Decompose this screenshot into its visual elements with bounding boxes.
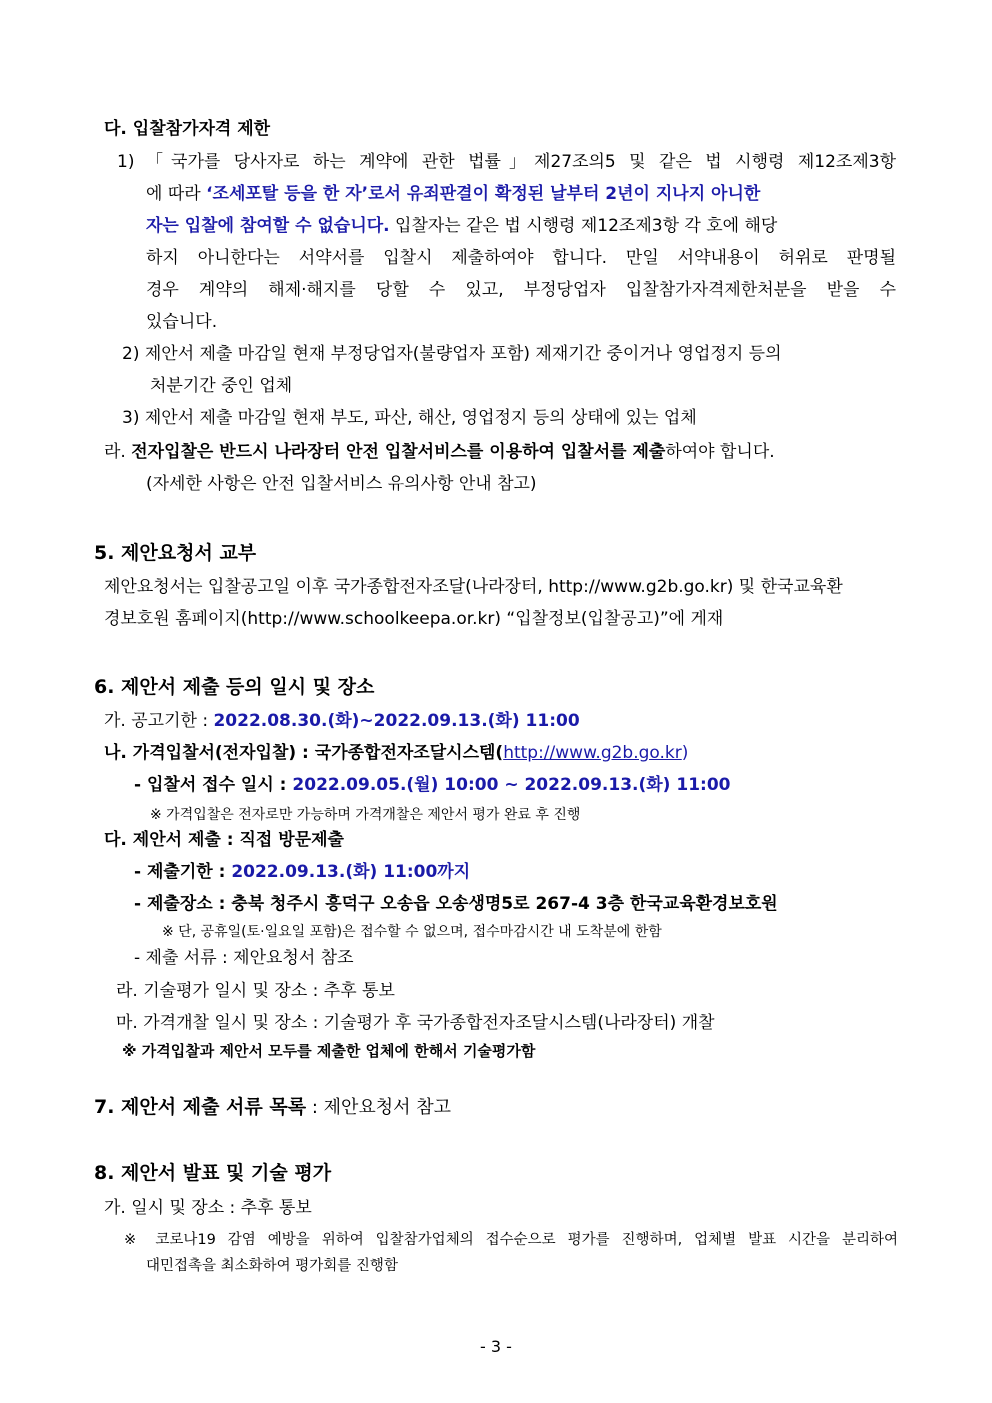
section6-na-label: 나. 가격입찰서(전자입찰) : 국가종합전자조달시스템(	[104, 743, 504, 763]
section6-da-deadline-label: - 제출기한 :	[134, 862, 232, 882]
item1-line3-emphasis: 자는 입찰에 참여할 수 없습니다.	[146, 216, 390, 236]
section-ra-note: (자세한 사항은 안전 입찰서비스 유의사항 안내 참고)	[146, 474, 537, 494]
section6-na-sub	[134, 773, 730, 797]
section8-note-line2: 대민접촉을 최소화하여 평가회를 진행함	[146, 1258, 398, 1274]
section7-rest: : 제안요청서 참고	[306, 1097, 452, 1118]
item2-line1: 2) 제안서 제출 마감일 현재 부정당업자(불량업자 포함) 제재기간 중이거나 영업정지 등의	[122, 344, 782, 364]
item2-line2: 처분기간 중인 업체	[150, 376, 293, 396]
item1-line5: 경우 계약의 해제·해지를 당할 수 있고, 부정당업자 입찰참가자격제한처분을 받을 수	[146, 280, 896, 300]
section-ra-rest: 하여야 합니다.	[665, 442, 775, 462]
section7-line	[94, 1094, 451, 1120]
section6-da-heading: 다. 제안서 제출 : 직접 방문제출	[104, 830, 344, 850]
section6-da-place: - 제출장소 : 충북 청주시 흥덕구 오송읍 오송생명5로 267-4 3층 한국교육환경보호원	[134, 894, 778, 914]
section6-da-note: ※ 단, 공휴일(토·일요일 포함)은 접수할 수 없으며, 접수마감시간 내 도착분에 한함	[162, 924, 662, 940]
item1-line2	[146, 182, 760, 206]
section5-line1: 제안요청서는 입찰공고일 이후 국가종합전자조달(나라장터, http://www.g2b.go.kr) 및 한국교육환	[104, 577, 843, 597]
section7-heading: 7. 제안서 제출 서류 목록	[94, 1096, 307, 1118]
section-ra-prefix: 라.	[104, 442, 132, 462]
item3-line: 3) 제안서 제출 마감일 현재 부도, 파산, 해산, 영업정지 등의 상태에 있는 업체	[122, 408, 697, 428]
section6-na-sub-label: - 입찰서 접수 일시 :	[134, 775, 293, 795]
section6-na	[104, 741, 688, 765]
section6-ga-label: 가. 공고기한 :	[104, 711, 214, 731]
section8-heading: 8. 제안서 발표 및 기술 평가	[94, 1162, 332, 1184]
section-ra-line	[104, 440, 775, 464]
section6-da-deadline	[134, 860, 470, 884]
section5-line2: 경보호원 홈페이지(http://www.schoolkeepa.or.kr) “입찰정보(입찰공고)”에 게재	[104, 609, 724, 629]
section6-na-sub-value: 2022.09.05.(월) 10:00 ~ 2022.09.13.(화) 11:00	[292, 775, 731, 795]
section6-heading: 6. 제안서 제출 등의 일시 및 장소	[94, 676, 375, 698]
section6-na-note: ※ 가격입찰은 전자로만 가능하며 가격개찰은 제안서 평가 완료 후 진행	[150, 807, 581, 823]
section-d-heading: 다. 입찰참가자격 제한	[104, 119, 271, 139]
section6-ra: 라. 기술평가 일시 및 장소 : 추후 통보	[116, 981, 395, 1001]
g2b-link[interactable]: http://www.g2b.go.kr	[503, 743, 682, 763]
section6-na-close: )	[681, 743, 689, 763]
section6-note: ※ 가격입찰과 제안서 모두를 제출한 업체에 한해서 기술평가함	[122, 1042, 536, 1060]
item1-number: 1)	[117, 152, 135, 172]
section-ra-emphasis: 전자입찰은 반드시 나라장터 안전 입찰서비스를 이용하여 입찰서를 제출	[131, 442, 666, 462]
section5-heading: 5. 제안요청서 교부	[94, 542, 257, 564]
section6-da-docs: - 제출 서류 : 제안요청서 참조	[134, 948, 354, 968]
item1-line3-text: 입찰자는 같은 법 시행령 제12조제3항 각 호에 해당	[389, 216, 778, 236]
section6-ma: 마. 가격개찰 일시 및 장소 : 기술평가 후 국가종합전자조달시스템(나라장터) 개찰	[116, 1013, 715, 1033]
item1-line1: 「국가를 당사자로 하는 계약에 관한 법률」제27조의5 및 같은 법 시행령 제12조제3항	[146, 152, 896, 172]
section8-ga: 가. 일시 및 장소 : 추후 통보	[104, 1198, 312, 1218]
section6-da-deadline-value: 2022.09.13.(화) 11:00까지	[231, 862, 471, 882]
item1-line4: 하지 아니한다는 서약서를 입찰시 제출하여야 합니다. 만일 서약내용이 허위로 판명될	[146, 248, 896, 268]
page-number: - 3 -	[480, 1337, 512, 1356]
section6-ga	[104, 709, 580, 733]
item1-line6: 있습니다.	[146, 312, 218, 332]
section8-note-line1: ※ 코로나19 감염 예방을 위하여 입찰참가업체의 접수순으로 평가를 진행하며, 업체별 발표 시간을 분리하여	[124, 1232, 898, 1248]
item1-line2-emphasis: ‘조세포탈 등을 한 자’로서 유죄판결이 확정된 날부터 2년이 지나지 아니한	[206, 184, 761, 204]
section6-ga-value: 2022.08.30.(화)~2022.09.13.(화) 11:00	[213, 711, 580, 731]
item1-line2-text: 에 따라	[146, 184, 207, 204]
item1-line3	[146, 214, 777, 238]
